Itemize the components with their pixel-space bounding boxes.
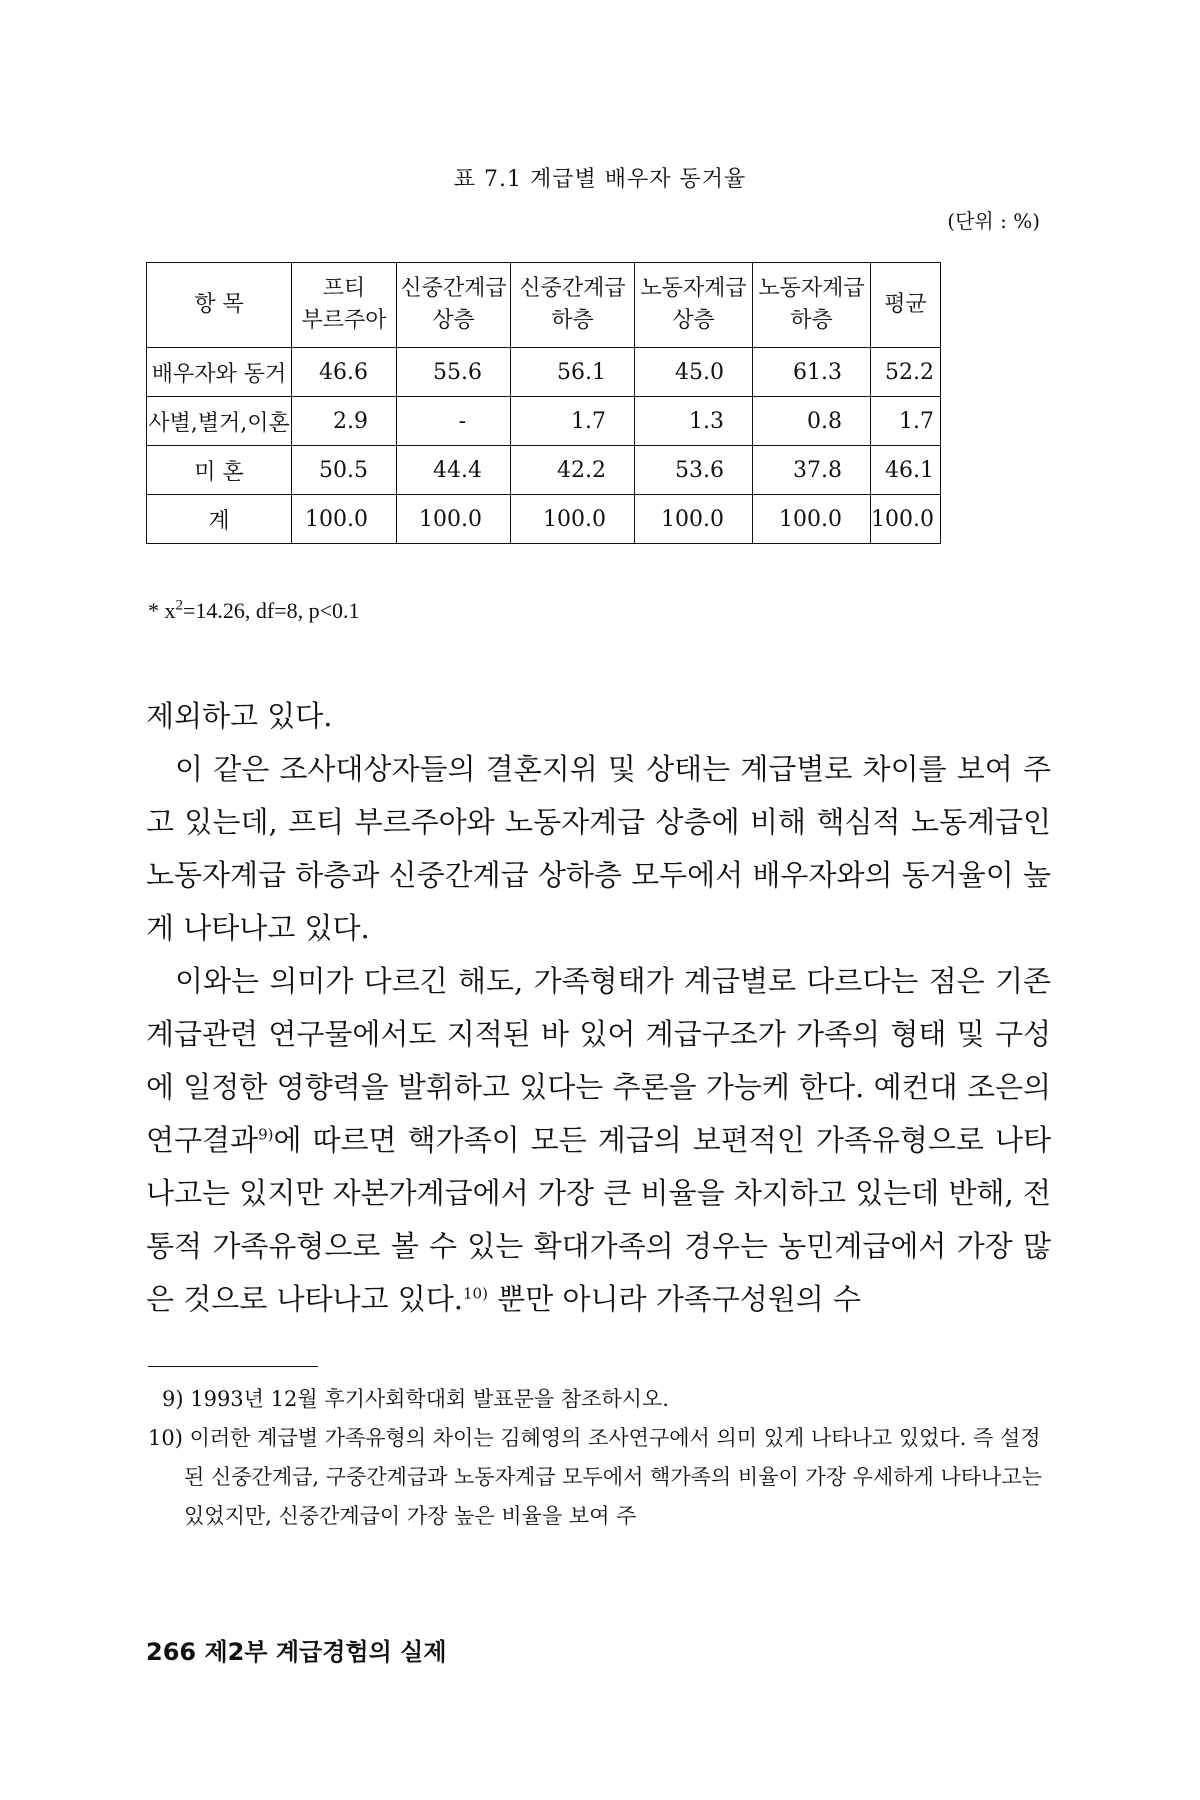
footnote-10: 10) 이러한 계급별 가족유형의 차이는 김혜영의 조사연구에서 의미 있게 나타나고 있었다. 즉 설정된 신중간계급, 구중간계급과 노동자계급 모두에서 핵가족의 비율이 가장 우세하게 나타나고는 있었지만, 신중간계급이 가장 높은 비율을 보여 주	[148, 1426, 1042, 1528]
header-cell: 신중간계급 상층	[397, 263, 511, 348]
footnote-divider	[148, 1366, 318, 1367]
table-cell: 100.0	[292, 495, 397, 544]
row-label: 계	[147, 495, 292, 544]
table-cell: 46.1	[871, 446, 941, 495]
table-row	[147, 446, 941, 495]
table-unit: (단위 : %)	[947, 209, 1040, 233]
paragraph: 제외하고 있다.	[146, 699, 333, 733]
table-header-row	[147, 263, 941, 348]
table-cell: 1.3	[635, 397, 753, 446]
data-table	[146, 262, 941, 544]
footnote-ref: 10)	[463, 1284, 488, 1303]
body-text	[146, 690, 1051, 1326]
table-cell: 50.5	[292, 446, 397, 495]
table-cell: 45.0	[635, 348, 753, 397]
footnote-9: 9) 1993년 12월 후기사회학대회 발표문을 참조하시오.	[162, 1387, 669, 1411]
table-cell: 52.2	[871, 348, 941, 397]
table-title: 표 7.1 계급별 배우자 동거율	[453, 167, 747, 192]
table-cell: 100.0	[511, 495, 635, 544]
table-cell: 56.1	[511, 348, 635, 397]
header-cell: 노동자계급 하층	[753, 263, 871, 348]
footnotes	[148, 1380, 1048, 1536]
paragraph: 이 같은 조사대상자들의 결혼지위 및 상태는 계급별로 차이를 보여 주고 있는데, 프티 부르주아와 노동자계급 상층에 비해 핵심적 노동계급인 노동자계급 하층과 신중간계급 상하층 모두에서 배우자와의 동거율이 높게 나타나고 있다.	[146, 752, 1051, 945]
table-cell: 42.2	[511, 446, 635, 495]
table-cell: 100.0	[635, 495, 753, 544]
row-label: 배우자와 동거	[147, 348, 292, 397]
table-cell: 61.3	[753, 348, 871, 397]
table-cell: 53.6	[635, 446, 753, 495]
table-cell: 37.8	[753, 446, 871, 495]
table-row	[147, 348, 941, 397]
table-cell: 1.7	[871, 397, 941, 446]
table-cell: 100.0	[871, 495, 941, 544]
table-cell: 46.6	[292, 348, 397, 397]
header-cell: 프티 부르주아	[292, 263, 397, 348]
row-label: 사별,별거,이혼	[147, 397, 292, 446]
table-note: * $x^2=14.26$, df=8, p<0.1	[148, 597, 360, 623]
page-footer: 266 제2부 계급경험의 실제	[146, 1638, 447, 1666]
header-cell: 항 목	[147, 263, 292, 348]
table-cell: 100.0	[397, 495, 511, 544]
header-cell: 평균	[871, 263, 941, 348]
table-cell: 44.4	[397, 446, 511, 495]
table-cell: 100.0	[753, 495, 871, 544]
table-cell: 2.9	[292, 397, 397, 446]
table-row	[147, 495, 941, 544]
footnote-ref: 9)	[258, 1125, 274, 1144]
table-cell: 1.7	[511, 397, 635, 446]
table-row	[147, 397, 941, 446]
row-label: 미 혼	[147, 446, 292, 495]
table-cell: 0.8	[753, 397, 871, 446]
table-cell: 55.6	[397, 348, 511, 397]
table-cell: -	[397, 397, 511, 446]
header-cell: 신중간계급 하층	[511, 263, 635, 348]
header-cell: 노동자계급 상층	[635, 263, 753, 348]
paragraph: 이와는 의미가 다르긴 해도, 가족형태가 계급별로 다르다는 점은 기존 계급관련 연구물에서도 지적된 바 있어 계급구조가 가족의 형태 및 구성에 일정한 영향력을 발휘하고 있다는 추론을 가능케 한다. 예컨대 조은의 연구결과$^{9)}$에 따르면 핵가족이 모든 계급의 보편적인 가족유형으로 나타나고는 있지만 자본가계급에서 가장 큰 비율을 차지하고 있는데 반해, 전통적 가족유형으로 볼 수 있는 확대가족의 경우는 농민계급에서 가장 많은 것으로 나타나고 있다.$^{10)}$ 뿐만 아니라 가족구성원의 수	[146, 964, 1051, 1316]
